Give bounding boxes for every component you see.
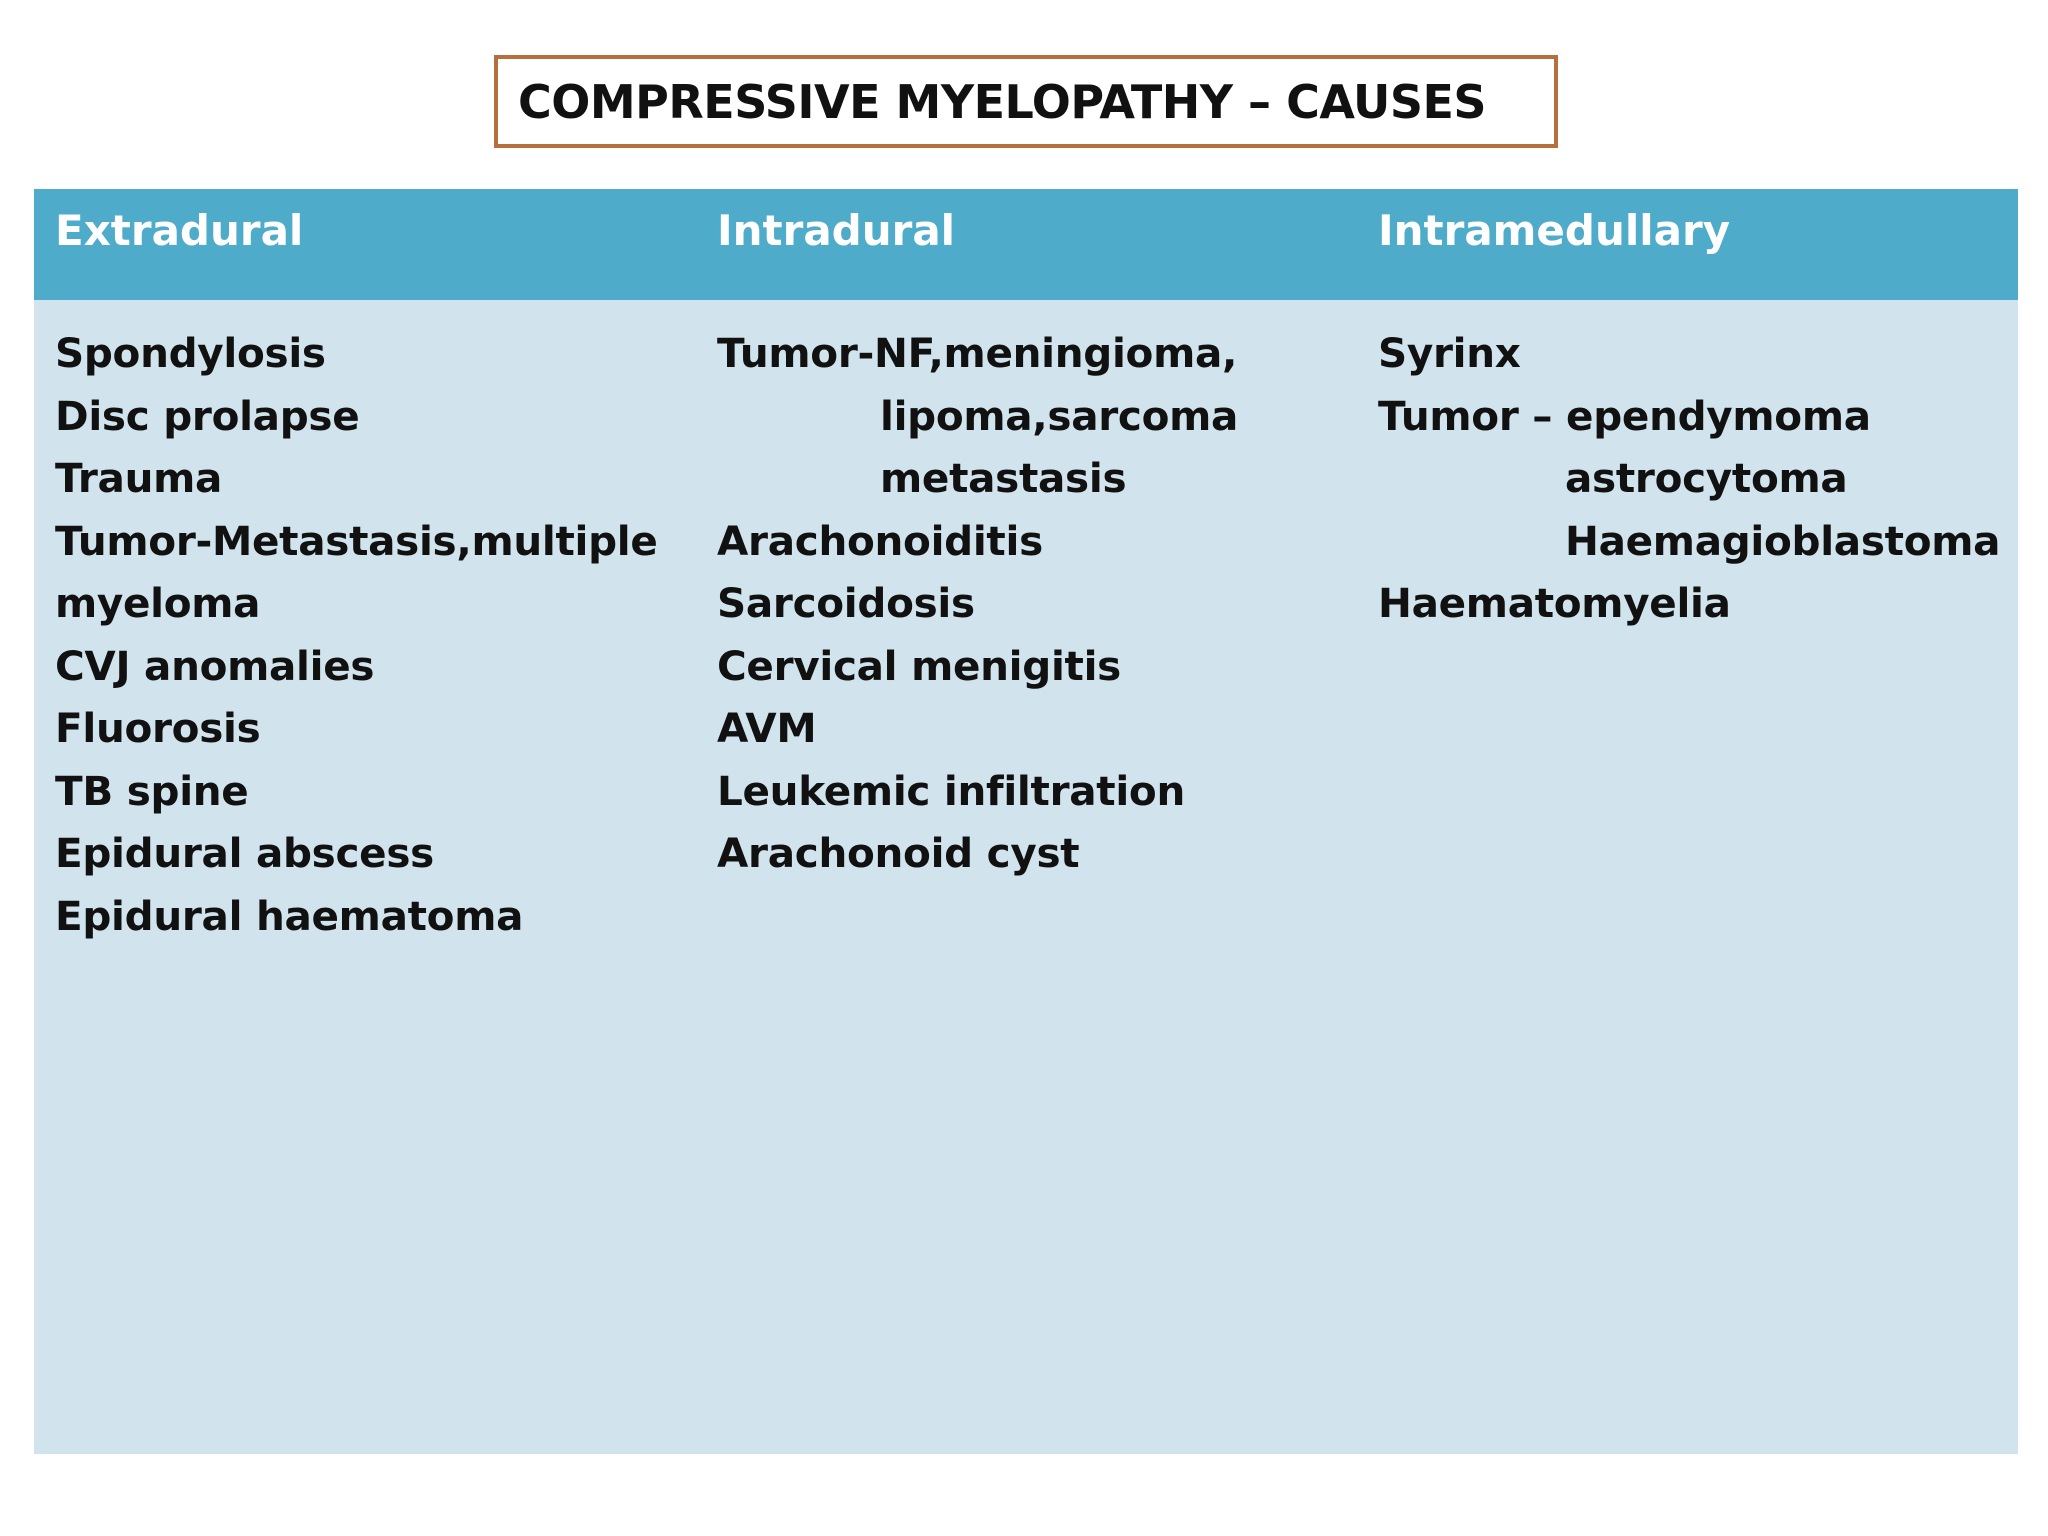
list-item: Spondylosis	[55, 329, 326, 377]
list-item: Cervical menigitis	[717, 641, 1121, 690]
list-item: metastasis	[880, 454, 1127, 502]
slide-title: COMPRESSIVE MYELOPATHY – CAUSES	[518, 74, 1487, 129]
table-body-row	[34, 300, 2018, 1454]
list-item: TB spine	[55, 766, 249, 815]
intradural-cell	[717, 322, 1238, 885]
table-header-row	[34, 189, 2018, 300]
list-item: CVJ anomalies	[55, 641, 375, 690]
title-box	[494, 55, 1558, 148]
list-item: Syrinx	[1378, 329, 1521, 377]
list-item: AVM	[717, 704, 817, 752]
list-item: Haemagioblastoma	[1565, 516, 2001, 565]
list-item: Disc prolapse	[55, 391, 360, 440]
list-item: Tumor – ependymoma	[1378, 391, 1871, 440]
list-item: Epidural abscess	[55, 829, 434, 877]
causes-table	[34, 189, 2018, 1454]
header-intradural: Intradural	[717, 206, 956, 255]
list-item: Arachonoiditis	[717, 516, 1043, 565]
list-item: astrocytoma	[1565, 454, 1848, 502]
extradural-cell	[55, 322, 658, 947]
intramedullary-cell	[1378, 322, 2000, 635]
header-extradural: Extradural	[55, 206, 304, 255]
list-item: Tumor-Metastasis,multiple	[55, 516, 658, 565]
list-item: Leukemic infiltration	[717, 766, 1185, 815]
list-item: Haematomyelia	[1378, 579, 1731, 627]
list-item: lipoma,sarcoma	[880, 391, 1239, 440]
list-item: myeloma	[55, 579, 261, 627]
header-intramedullary: Intramedullary	[1378, 206, 1731, 255]
list-item: Tumor-NF,meningioma,	[717, 329, 1238, 377]
list-item: Sarcoidosis	[717, 579, 975, 627]
list-item: Epidural haematoma	[55, 891, 524, 940]
list-item: Trauma	[55, 454, 223, 502]
list-item: Fluorosis	[55, 704, 261, 752]
list-item: Arachonoid cyst	[717, 829, 1080, 877]
